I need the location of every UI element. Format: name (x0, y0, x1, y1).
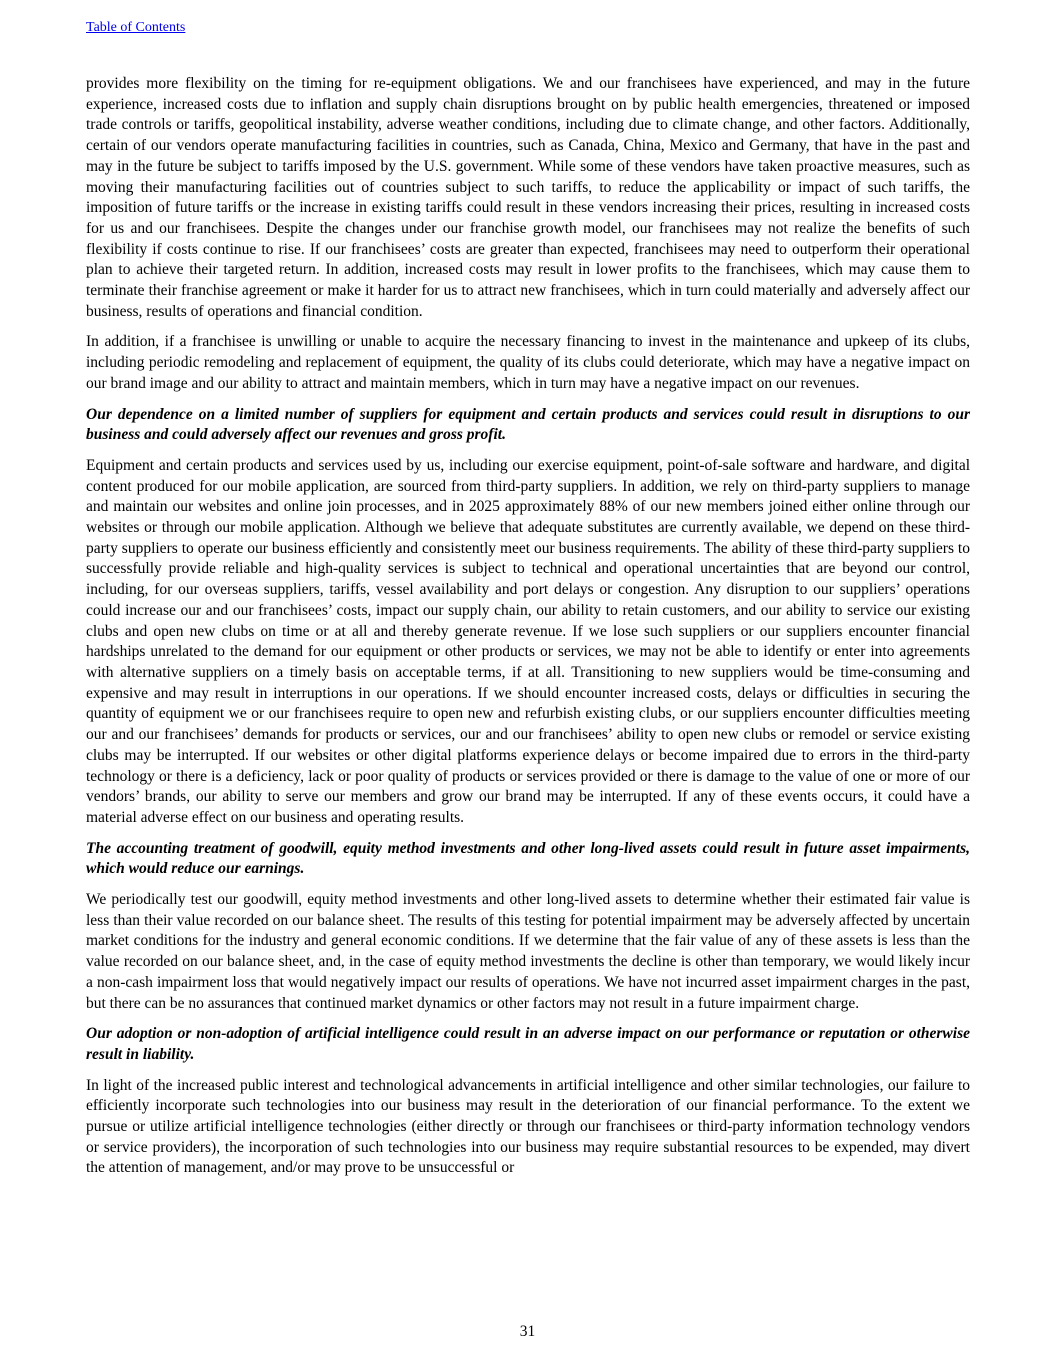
heading-asset-impairments: The accounting treatment of goodwill, equity method investments and other long-lived assets could result in future asset impairments, which would reduce our earnings. (86, 839, 970, 878)
table-of-contents-link[interactable]: Table of Contents (86, 20, 186, 35)
paragraph-franchisee-financing: In addition, if a franchisee is unwilling or unable to acquire the necessary financing to invest in the maintenance and upkeep of its clubs, including periodic remodeling and replacement of equipment, the quality of its clubs could deteriorate, which may have a negative impact on our brand image and our ability to attract and maintain members, which in turn may have a negative impact on our revenues. (86, 333, 970, 392)
paragraph-supplier-dependence: Equipment and certain products and services used by us, including our exercise equipment, point-of-sale software and hardware, and digital content produced for our mobile application, are sourced from third-party suppliers. In addition, we rely on third-party suppliers to manage and maintain our websites and online join processes, and in 2025 approximately 88% of our new members joined either online through our websites or through our mobile application. Although we believe that adequate substitutes are currently available, we depend on these third-party suppliers to operate our business efficiently and consistently meet our business requirements. The ability of these third-party suppliers to successfully provide reliable and high-quality services is subject to technical and operational uncertainties that are beyond our control, including, for our overseas suppliers, tariffs, vessel availability and port delays or congestion. Any disruption to our suppliers’ operations could increase our and our franchisees’ costs, impact our supply chain, our ability to retain customers, and our ability to service our existing clubs and open new clubs on time or at all and thereby generate revenue. If we lose such suppliers or our suppliers encounter financial hardships unrelated to the demand for our equipment or other products or services, we may not be able to identify or enter into agreements with alternative suppliers on a timely basis on acceptable terms, if at all. Transitioning to new suppliers would be time-consuming and expensive and may result in interruptions in our operations. If we should encounter increased costs, delays or difficulties in securing the quantity of equipment we or our franchisees require to open new and refurbish existing clubs, or our suppliers encounter difficulties meeting our and our franchisees’ demands for products or services, our and our franchisees’ ability to open new clubs or remodel or service existing clubs may be interrupted. If our websites or other digital platforms experience delays or become impaired due to errors in the third-party technology or there is a deficiency, lack or poor quality of products or services provided or there is damage to the value of one or more of our vendors’ brands, our ability to serve our members and grow our brand may be interrupted. If any of these events occurs, it could have a material adverse effect on our business and operating results. (86, 456, 970, 826)
heading-supplier-dependence: Our dependence on a limited number of suppliers for equipment and certain products and services could result in disruptions to our business and could adversely affect our revenues and gross profit. (86, 405, 970, 444)
document-body (86, 74, 970, 1189)
page-number: 31 (519, 1323, 536, 1340)
paragraph-asset-impairments: We periodically test our goodwill, equity method investments and other long-lived assets to determine whether their estimated fair value is less than their value recorded on our balance sheet. The results of this testing for potential impairment may be adversely affected by uncertain market conditions for the industry and general economic conditions. If we determine that the fair value of any of these assets is less than the value recorded on our balance sheet, and, in the case of equity method investments the decline is other than temporary, we would likely incur a non-cash impairment loss that would negatively impact our results of operations. We have not incurred asset impairment charges in the past, but there can be no assurances that continued market dynamics or other factors may not result in a future impairment charge. (86, 891, 970, 1012)
paragraph-franchisee-costs: provides more flexibility on the timing for re-equipment obligations. We and our franchisees have experienced, and may in the future experience, increased costs due to inflation and supply chain disruptions brought on by public health emergencies, threatened or imposed trade controls or tariffs, geopolitical instability, adverse weather conditions, including due to climate change, and other factors. Additionally, certain of our vendors operate manufacturing facilities in countries, such as Canada, China, Mexico and Germany, that have in the past and may in the future be subject to tariffs imposed by the U.S. government. While some of these vendors have taken proactive measures, such as moving their manufacturing facilities out of countries subject to such tariffs, to reduce the applicability or impact of such tariffs, the imposition of future tariffs or the increase in existing tariffs could result in these vendors increasing their prices, resulting in increased costs for us and our franchisees. Despite the changes under our franchise growth model, our franchisees may not realize the benefits of such flexibility if costs continue to rise. If our franchisees’ costs are greater than expected, franchisees may need to outperform their operational plan to achieve their targeted return. In addition, increased costs may result in lower profits to the franchisees, which may cause them to terminate their franchise agreement or make it harder for us to attract new franchisees, which in turn could materially and adversely affect our business, results of operations and financial condition. (86, 75, 970, 320)
heading-artificial-intelligence: Our adoption or non-adoption of artificial intelligence could result in an adverse impact on our performance or reputation or otherwise result in liability. (86, 1025, 970, 1063)
paragraph-artificial-intelligence: In light of the increased public interest and technological advancements in artificial intelligence and other similar technologies, our failure to efficiently incorporate such technologies into our business may result in the deterioration of our financial performance. To the extent we pursue or utilize artificial intelligence technologies (either directly or through our franchisees or third-party information technology vendors or service providers), the incorporation of such technologies into our business may require substantial resources to be expended, may divert the attention of management, and/or may prove to be unsuccessful or (86, 1076, 970, 1177)
